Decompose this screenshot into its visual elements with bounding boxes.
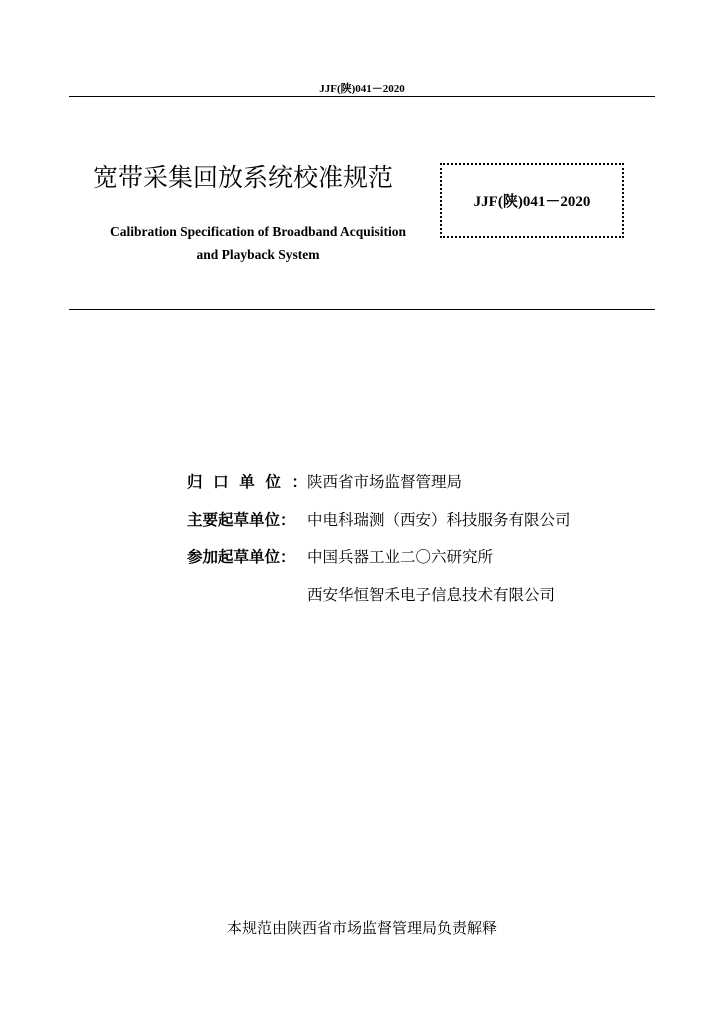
- org-label-main-drafting: 主要起草单位：: [187, 510, 296, 529]
- title-rule: [69, 309, 655, 310]
- standard-code-box: [440, 163, 624, 238]
- interpretation-note: 本规范由陕西省市场监督管理局负责解释: [226, 919, 497, 937]
- title-chinese: 宽带采集回放系统校准规范: [93, 163, 394, 192]
- title-english-line-2: and Playback System: [196, 247, 320, 262]
- org-label-responsible-char: 口: [213, 473, 229, 491]
- org-row-participating-cont: [187, 583, 571, 621]
- org-value-participating-2: 西安华恒智禾电子信息技术有限公司: [307, 585, 556, 604]
- org-row-main-drafting: [187, 508, 571, 546]
- header-rule: [69, 96, 655, 97]
- standard-code-box-text: JJF(陕)041－2020: [473, 194, 591, 210]
- org-label-responsible-char: 位: [265, 473, 281, 491]
- org-row-responsible: [187, 470, 571, 508]
- org-value-main-drafting: 中电科瑞测（西安）科技服务有限公司: [307, 510, 571, 529]
- org-label-responsible-char: 归: [187, 473, 203, 491]
- org-value-participating-1: 中国兵器工业二〇六研究所: [307, 548, 494, 566]
- org-value-responsible: 陕西省市场监督管理局: [307, 473, 463, 491]
- title-english: [88, 220, 428, 266]
- org-label-responsible-char: ：: [291, 473, 307, 491]
- header-standard-code: JJF(陕)041－2020: [319, 83, 405, 95]
- organizations-block: [187, 470, 571, 620]
- org-label-participating: 参加起草单位：: [187, 548, 296, 566]
- title-english-line-1: Calibration Specification of Broadband Acquisition: [109, 224, 407, 239]
- org-label-responsible: [187, 470, 307, 492]
- org-row-participating: [187, 545, 571, 583]
- org-label-responsible-char: 单: [239, 473, 255, 491]
